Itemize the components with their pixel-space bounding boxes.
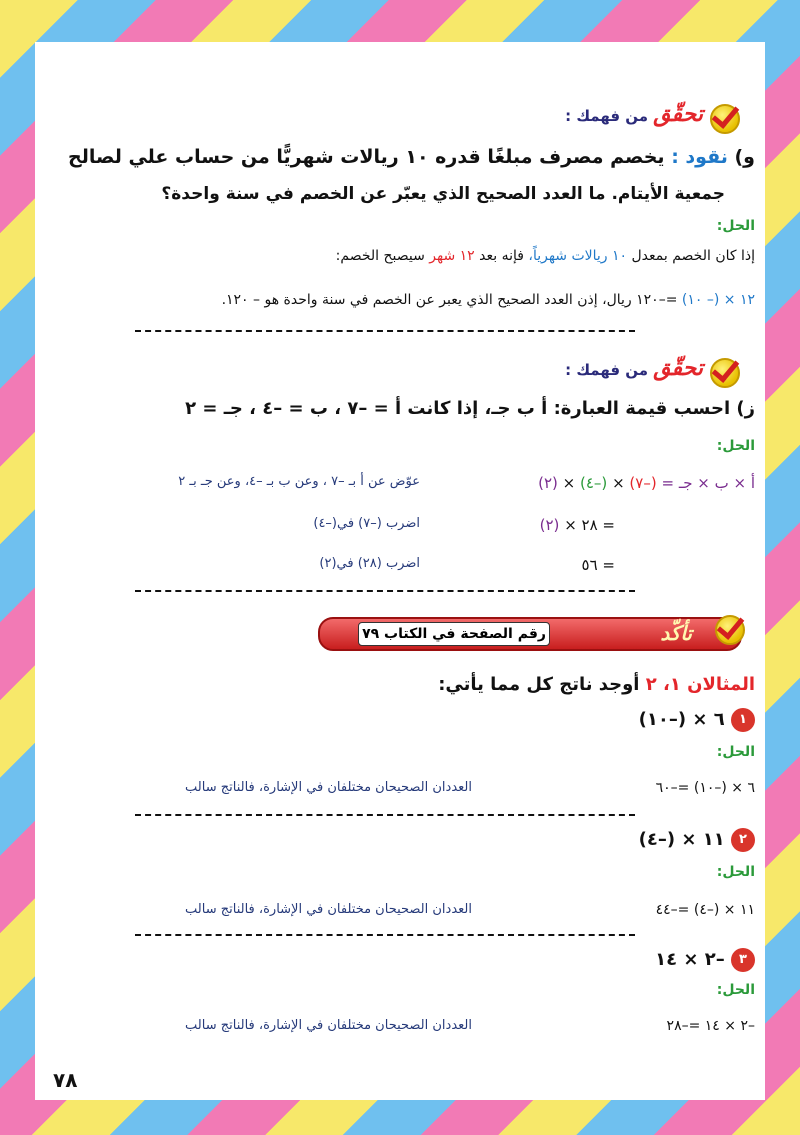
question-line-1: و) نقود : يخصم مصرف مبلغًا قدره ١٠ ريالات شهريًّا من حساب علي لصالح xyxy=(68,146,755,168)
solution-label: الحل: xyxy=(716,982,755,998)
heading-word: تحقّق xyxy=(653,102,703,127)
sign-note: العددان الصحيحان مختلفان في الإشارة، فالناتج سالب xyxy=(185,902,472,917)
solution-label: الحل: xyxy=(716,864,755,880)
work-row-2-right: اضرب (–٧) في(–٤) xyxy=(313,516,420,531)
checkmark-icon xyxy=(710,104,740,134)
check-heading xyxy=(565,102,703,127)
heading-rest: من فهمك : xyxy=(565,107,649,125)
item-number-badge: ٣ xyxy=(731,948,755,972)
exercise-item-2: ٢ ١١ × (–٤) xyxy=(639,828,755,852)
sign-note: العددان الصحيحان مختلفان في الإشارة، فالناتج سالب xyxy=(185,780,472,795)
solution-line-2: ١٢ × (– ١٠) =–١٢٠ ريال، إذن العدد الصحيح الذي يعبر عن الخصم في سنة واحدة هو – ١٢٠. xyxy=(221,292,755,308)
confirm-banner xyxy=(318,617,742,651)
work-line: ٦ × (–١٠) =–٦٠ xyxy=(655,780,755,796)
work-line: –٢ × ١٤ =–٢٨ xyxy=(666,1018,755,1034)
work-line: ١١ × (–٤) =–٤٤ xyxy=(655,902,755,918)
solution-label: الحل: xyxy=(716,438,755,454)
solution-label: الحل: xyxy=(716,744,755,760)
exercise-intro: المثالان ١، ٢ أوجد ناتج كل مما يأتي: xyxy=(438,674,755,695)
item-number-badge: ١ xyxy=(731,708,755,732)
banner-word: تأكّد xyxy=(660,621,692,645)
divider xyxy=(135,814,635,816)
work-row-3-left: = ٥٦ xyxy=(581,556,615,574)
question-line-2: جمعية الأيتام. ما العدد الصحيح الذي يعبّر عن الخصم في سنة واحدة؟ xyxy=(161,184,725,204)
check-heading: تحقّق من فهمك : xyxy=(565,356,703,381)
solution-line-1: إذا كان الخصم بمعدل ١٠ ريالات شهرياً، فإنه بعد ١٢ شهر سيصبح الخصم: xyxy=(335,248,755,264)
item-number-badge: ٢ xyxy=(731,828,755,852)
work-row-2-left: = ٢٨ × (٢) xyxy=(539,516,615,534)
exercise-item-1: ١ ٦ × (–١٠) xyxy=(639,708,755,732)
page-number: ٧٨ xyxy=(53,1068,78,1092)
exercise-item-3: ٣ –٢ × ١٤ xyxy=(655,948,755,972)
work-row-1-right: عوّض عن أ بـ –٧ ، وعن ب بـ –٤، وعن جـ بـ ٢ xyxy=(178,474,420,489)
divider xyxy=(135,330,635,332)
banner-page-ref: رقم الصفحة في الكتاب ٧٩ xyxy=(358,622,550,646)
work-row-1-left: أ × ب × جـ = (–٧) × (–٤) × (٢) xyxy=(538,474,755,492)
sign-note: العددان الصحيحان مختلفان في الإشارة، فالناتج سالب xyxy=(185,1018,472,1033)
divider xyxy=(135,934,635,936)
divider xyxy=(135,590,635,592)
checkmark-icon xyxy=(710,358,740,388)
checkmark-icon xyxy=(715,615,745,645)
solution-label: الحل: xyxy=(716,218,755,234)
work-row-3-right: اضرب (٢٨) في(٢) xyxy=(319,556,420,571)
question-z: ز) احسب قيمة العبارة: أ ب جـ، إذا كانت أ = –٧ ، ب = –٤ ، جـ = ٢ xyxy=(185,398,755,419)
page-sheet xyxy=(35,42,765,1100)
